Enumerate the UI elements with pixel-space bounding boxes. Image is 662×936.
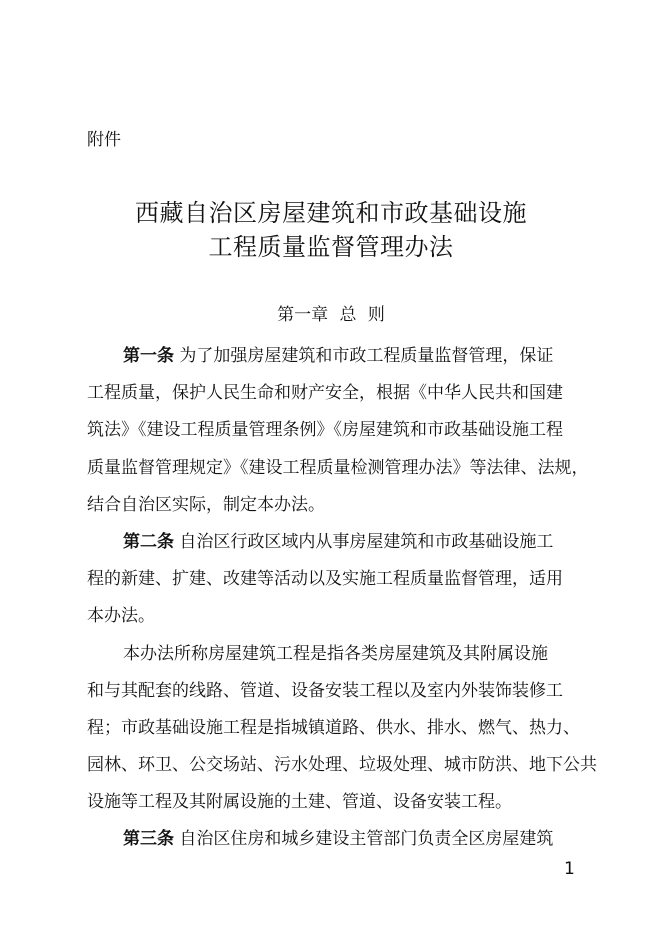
article-1-label: 第一条 [123, 346, 174, 366]
document-title-line-2: 工程质量监督管理办法 [208, 233, 454, 261]
article-1-line-5: 结合自治区实际，制定本办法。 [87, 494, 325, 515]
page-number: 1 [564, 859, 575, 879]
article-2-text: 自治区行政区域内从事房屋建筑和市政基础设施工 [174, 531, 554, 552]
chapter-heading: 第一章 总 则 [277, 305, 385, 325]
paragraph-3-line-5: 设施等工程及其附属设施的土建、管道、设备安装工程。 [87, 792, 512, 813]
paragraph-3-line-3: 程；市政基础设施工程是指城镇道路、供水、排水、燃气、热力、 [87, 717, 580, 738]
article-2-line-1 [87, 524, 597, 561]
article-3-line-1 [87, 821, 597, 858]
paragraph-3-line-1: 本办法所称房屋建筑工程是指各类房屋建筑及其附属设施 [123, 643, 548, 664]
article-1-text: 为了加强房屋建筑和市政工程质量监督管理，保证 [174, 346, 554, 366]
article-2-line-2: 程的新建、扩建、改建等活动以及实施工程质量监督管理，适用 [87, 569, 563, 590]
paragraph-3-line-4: 园林、环卫、公交场站、污水处理、垃圾处理、城市防洪、地下公共 [87, 755, 597, 776]
attachment-label: 附件 [87, 130, 121, 150]
article-2-label: 第二条 [123, 531, 174, 552]
article-3-label: 第三条 [123, 829, 174, 850]
document-title-line-1: 西藏自治区房屋建筑和市政基础设施 [135, 199, 527, 227]
article-1-line-3: 筑法》《建设工程质量管理条例》《房屋建筑和市政基础设施工程 [87, 420, 563, 441]
article-1-line-1 [87, 338, 597, 375]
paragraph-3-line-2: 和与其配套的线路、管道、设备安装工程以及室内外装饰装修工 [87, 680, 563, 701]
article-2-line-3: 本办法。 [87, 606, 155, 627]
article-1-line-4: 质量监督管理规定》《建设工程质量检测管理办法》等法律、法规， [87, 457, 589, 478]
article-3-text: 自治区住房和城乡建设主管部门负责全区房屋建筑 [174, 829, 554, 850]
document-body [87, 338, 597, 859]
article-1-line-2: 工程质量，保护人民生命和财产安全，根据《中华人民共和国建 [87, 383, 563, 404]
